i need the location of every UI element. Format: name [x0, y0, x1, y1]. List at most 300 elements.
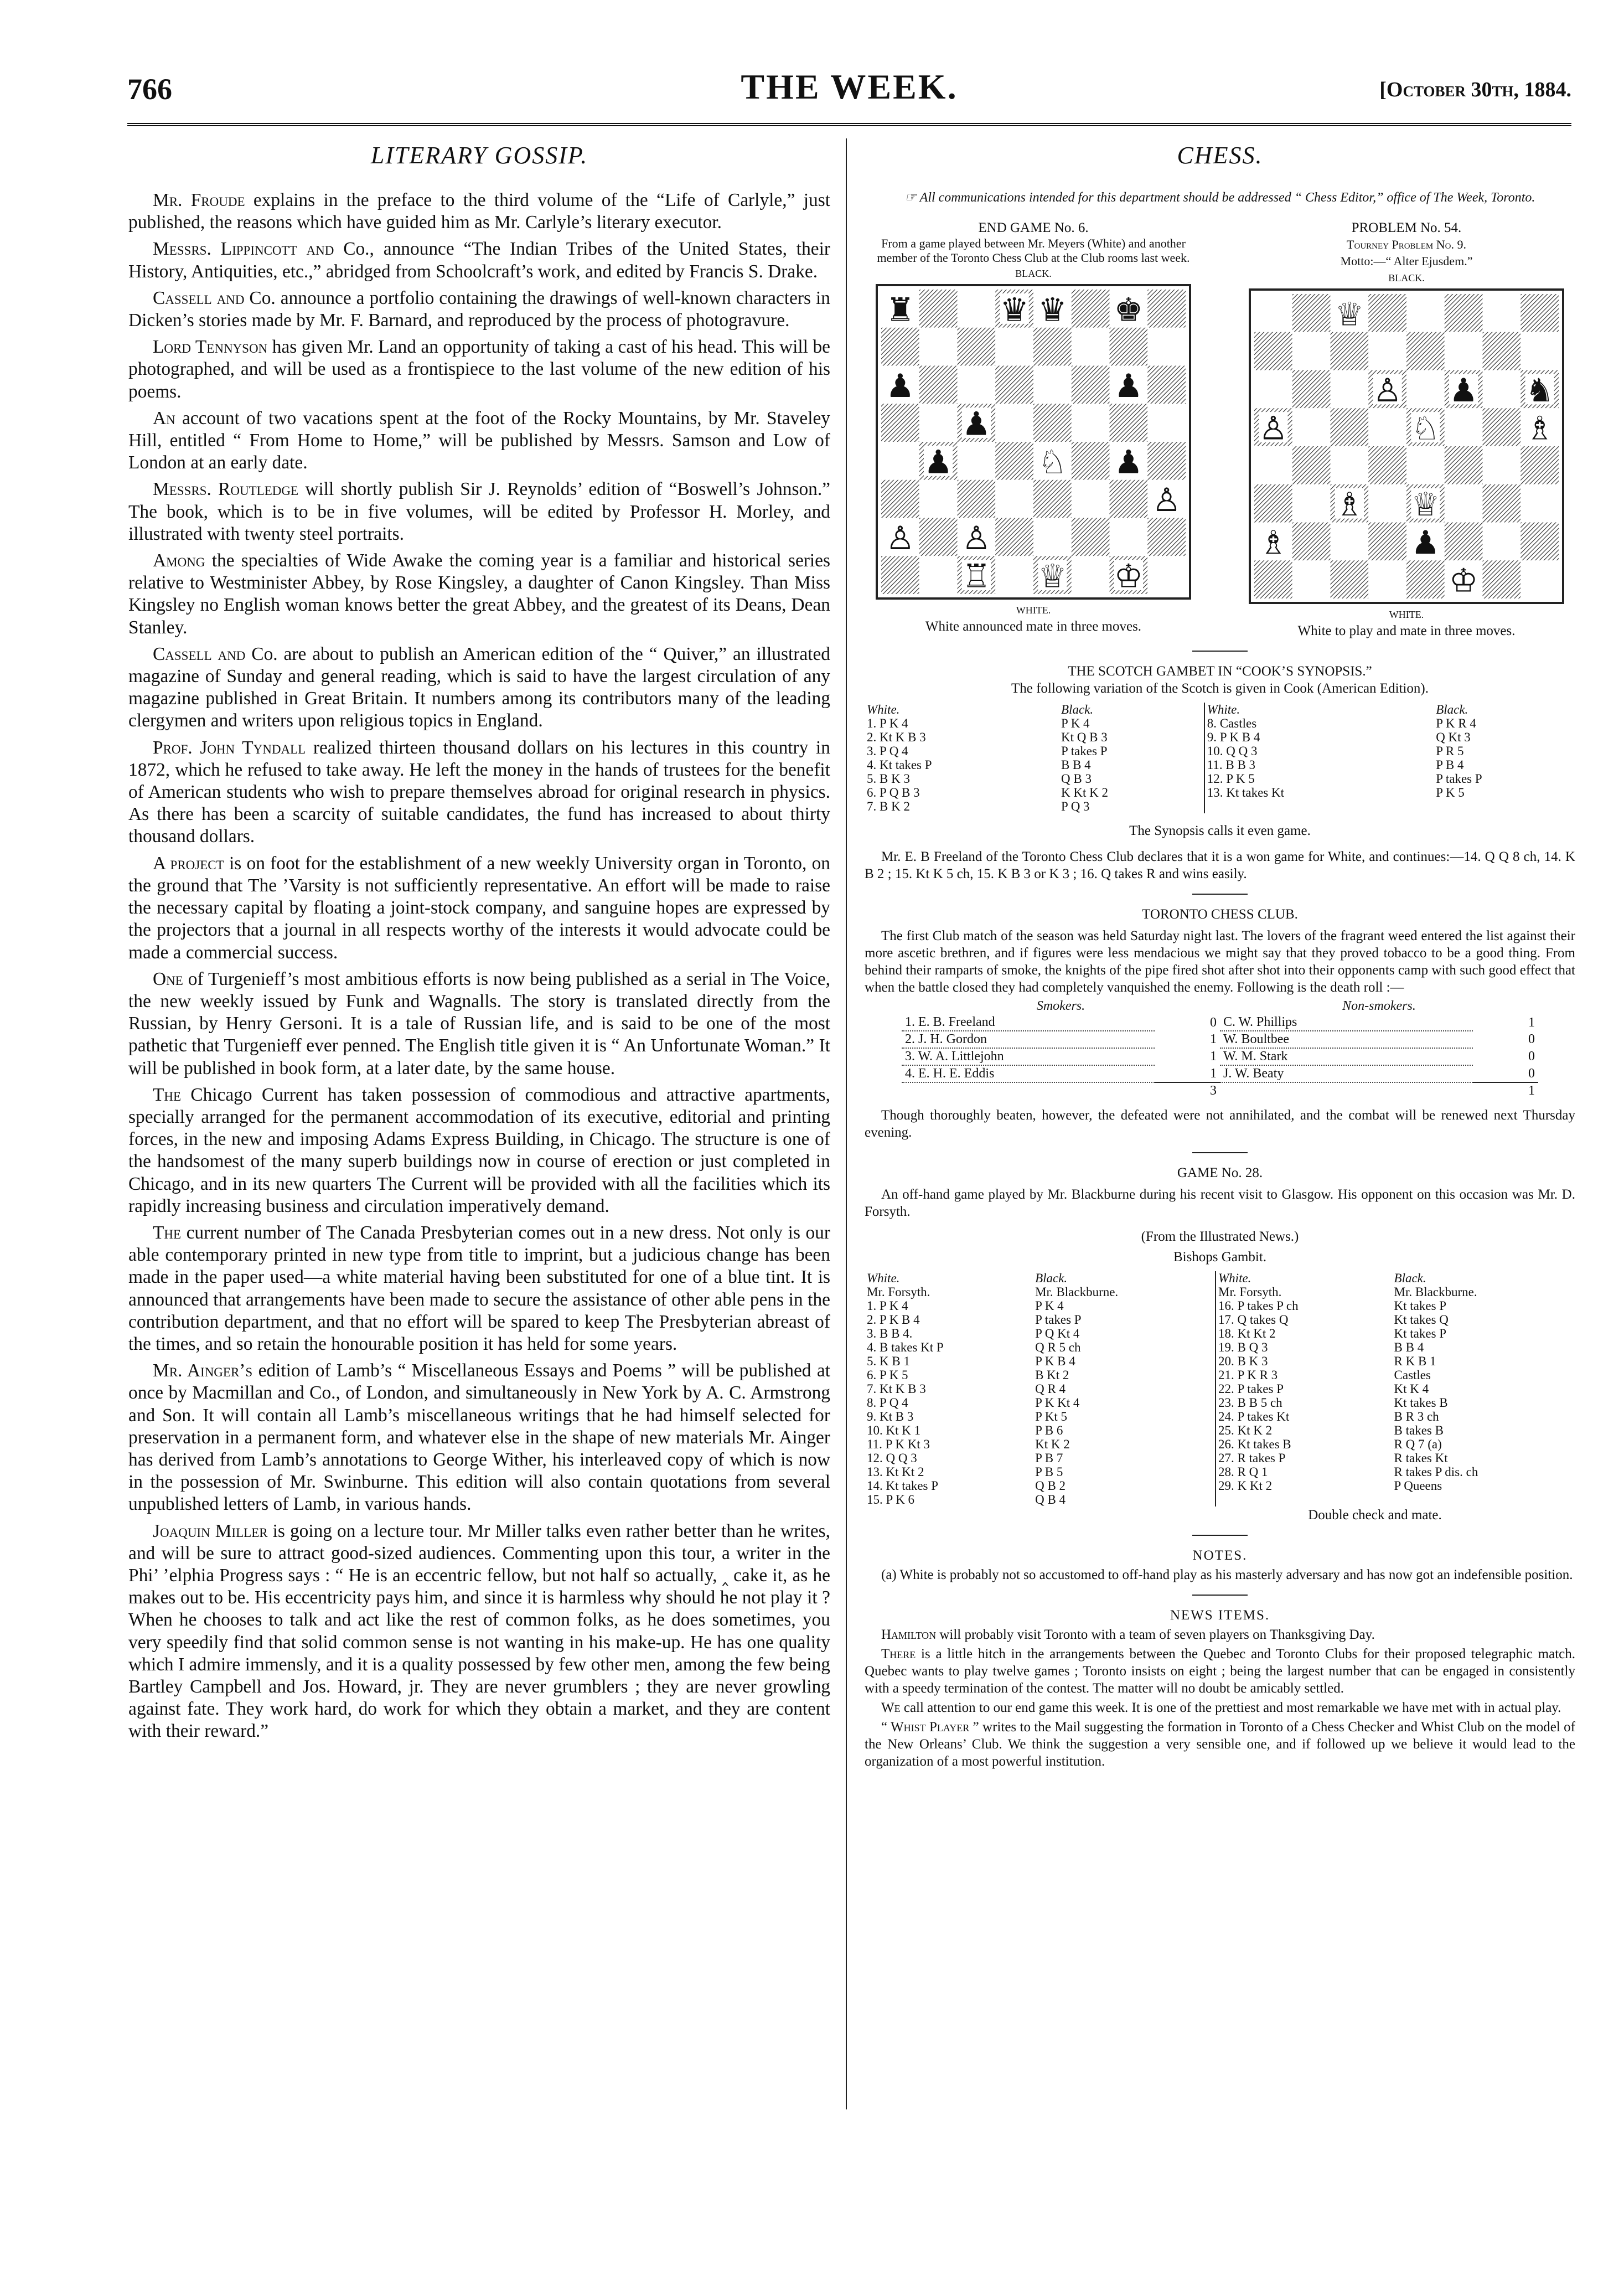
move-row [865, 1451, 1575, 1465]
move-cell: Castles [1394, 1368, 1431, 1382]
paragraph-text: Co., announce “The Indian Tribes of the United States, their History, Antiquities, etc.,” abridged from Schoolcraft’s work, and edited by Francis S. Drake. [128, 239, 830, 282]
chess-piece [1449, 372, 1478, 409]
board-square [1072, 404, 1110, 442]
board-square [1110, 404, 1148, 442]
paragraph-lead: The [153, 1084, 182, 1105]
problem-sub: Tourney Problem No. 9. [1347, 238, 1466, 251]
move-cell: 10. Q Q 3 [1204, 744, 1434, 758]
board-square [881, 442, 919, 480]
chess-piece [1152, 481, 1181, 519]
move-cell: P K R 4 [1436, 716, 1476, 730]
gossip-paragraph [128, 1520, 830, 1743]
chess-piece [886, 367, 914, 405]
table-header-row [865, 1271, 1575, 1285]
move-cell: Q B 3 [1061, 772, 1092, 786]
move-cell: Kt Q B 3 [1061, 730, 1108, 744]
move-cell: B B 4 [1394, 1340, 1424, 1354]
board-square [1445, 332, 1483, 370]
board-square [1147, 328, 1186, 366]
board-square [1368, 332, 1406, 370]
result-cell: 0 [1528, 1049, 1535, 1064]
move-row [865, 1493, 1575, 1506]
chess-piece [1411, 410, 1440, 447]
board-square [958, 290, 996, 328]
board-square [1033, 366, 1072, 404]
board-square [1292, 523, 1331, 561]
board-square [1520, 332, 1559, 370]
totals-row [902, 1082, 1538, 1099]
scotch-intro: The following variation of the Scotch is given in Cook (American Edition). [1011, 681, 1429, 696]
move-cell: 1. P K 4 [867, 716, 908, 730]
game-source: (From the Illustrated News.) [1141, 1229, 1299, 1244]
divider [1192, 651, 1248, 652]
move-cell: 11. P K Kt 3 [867, 1437, 930, 1451]
gossip-paragraph [128, 1084, 830, 1217]
board-square [1254, 294, 1292, 332]
game-end: Double check and mate. [1308, 1508, 1442, 1523]
chess-piece [1373, 372, 1401, 409]
board-square [1520, 446, 1559, 484]
move-row [865, 744, 1575, 758]
board-square [1483, 408, 1521, 446]
column-header: White. [1216, 1271, 1392, 1285]
move-cell: 25. Kt K 2 [1216, 1423, 1392, 1437]
move-cell: 12. Q Q 3 [867, 1451, 917, 1465]
board-square [1445, 408, 1483, 446]
move-cell: 5. B K 3 [867, 772, 910, 786]
result-row [902, 1048, 1538, 1065]
move-cell: R takes P dis. ch [1394, 1465, 1478, 1479]
chess-board [1249, 288, 1564, 604]
chess-piece [1259, 410, 1287, 447]
news-text: will probably visit Toronto with a team of seven players on Thanksgiving Day. [936, 1627, 1375, 1642]
board-square [1331, 560, 1369, 598]
game-opening: Bishops Gambit. [1173, 1250, 1267, 1265]
move-cell: 28. R Q 1 [1216, 1465, 1392, 1479]
board-square [919, 290, 958, 328]
move-cell: Q R 4 [1035, 1382, 1066, 1396]
chess-heading: CHESS. [1177, 142, 1263, 169]
board-square [1445, 523, 1483, 561]
move-row [865, 1299, 1575, 1313]
move-cell: 9. Kt B 3 [867, 1410, 914, 1423]
move-cell: 19. B Q 3 [1216, 1340, 1392, 1354]
column-header: Black. [1436, 703, 1468, 716]
board-square [919, 366, 958, 404]
move-cell: P B 4 [1436, 758, 1464, 772]
board-svg [1254, 294, 1559, 598]
move-cell: P B 5 [1035, 1465, 1063, 1479]
board-square [1331, 370, 1369, 409]
board-square [1147, 366, 1186, 404]
result-cell: 3. W. A. Littlejohn [902, 1048, 1155, 1065]
board-square [1520, 523, 1559, 561]
move-cell: P B 7 [1035, 1451, 1063, 1465]
club-results-table [902, 998, 1538, 1099]
club-text: The first Club match of the season was held Saturday night last. The lovers of the fragrant weed entered the list against their more ascetic brethren, and if figures were less mendacious we might say that they proved tobacco to be a good thing. From behind their ramparts of smoke, the knights of the pipe fired shot after shot into their opponents camp with such good effect that when the battle closed they had completely vanquished the enemy. Following is the death roll :— [865, 928, 1575, 995]
news-item [865, 1699, 1575, 1716]
board-square [958, 328, 996, 366]
gossip-paragraph [128, 550, 830, 639]
board-square [1331, 408, 1369, 446]
chess-piece [962, 558, 991, 594]
board-square [1406, 560, 1445, 598]
paragraph-text: Co. announce a portfolio containing the drawings of well-known characters in Dicken’s stories made by Mr. F. Barnard, and reproduced by the process of photogravure. [128, 287, 830, 331]
move-cell: 1. P K 4 [867, 1299, 908, 1313]
endgame-caption: White announced mate in three moves. [925, 619, 1142, 634]
board-square [1072, 442, 1110, 480]
move-cell: R Q 7 (a) [1394, 1437, 1442, 1451]
board-square [1331, 446, 1369, 484]
news-item [865, 1626, 1575, 1643]
chess-piece [1114, 443, 1143, 481]
chess-piece [1259, 524, 1287, 561]
masthead-title: THE WEEK. [741, 67, 958, 106]
move-row [865, 786, 1575, 799]
column-header: White. [867, 703, 900, 716]
move-row [865, 772, 1575, 786]
move-cell [1392, 1493, 1575, 1506]
gossip-paragraph [128, 968, 830, 1080]
move-cell: R takes Kt [1394, 1451, 1448, 1465]
board-square [958, 442, 996, 480]
news-lead: Hamilton [881, 1627, 937, 1642]
divider [1192, 894, 1248, 895]
board-square [995, 366, 1033, 404]
move-cell: 14. Kt takes P [867, 1479, 939, 1493]
move-cell: B R 3 ch [1394, 1410, 1439, 1423]
gossip-paragraph [128, 853, 830, 964]
move-cell: Kt K 4 [1394, 1382, 1429, 1396]
issue-date: [October 30th, 1884. [1379, 78, 1571, 101]
total-cell [1220, 1082, 1473, 1099]
result-cell: 1 [1209, 1066, 1217, 1081]
board-square [995, 480, 1033, 518]
result-row [902, 1065, 1538, 1082]
move-cell [1434, 799, 1575, 813]
move-cell: P K 4 [1035, 1299, 1064, 1313]
move-cell: Q Kt 3 [1436, 730, 1471, 744]
news-text: writes to the Mail suggesting the formation in Toronto of a Chess Checker and Whist Club on the model of the New Orleans’ Club. We think the suggestion a very sensible one, and if followed up we believe it would lead to the organization of a most powerful institution. [865, 1720, 1575, 1769]
board-square [1110, 480, 1148, 518]
move-cell: 26. Kt takes B [1216, 1437, 1392, 1451]
chess-piece [962, 405, 991, 443]
move-cell: 16. P takes P ch [1216, 1299, 1392, 1313]
board-square [1110, 328, 1148, 366]
board-square [1483, 370, 1521, 409]
chess-piece [1335, 295, 1364, 333]
paragraph-text: Co. are about to publish an American edition of the “ Quiver,” an illustrated magazine of Sunday and general reading, which is said to have the largest circulation of any magazine published in Great Britain. It numbers among its contributors many of the leading clergymen and writers upon religious topics in England. [128, 643, 830, 731]
news-text: is a little hitch in the arrangements between the Quebec and Toronto Clubs for their proposed telegraphic match. Quebec wants to play twelve games ; Toronto insists on eight ; being the largest number that can be engaged in consistently with a speedy termination of the contest. The matter will no doubt be amicably settled. [865, 1647, 1575, 1696]
board-square [1072, 480, 1110, 518]
result-cell: 1 [1209, 1049, 1217, 1064]
news-lead: We [881, 1700, 901, 1715]
problem-title: PROBLEM No. 54. [1351, 220, 1462, 235]
chess-piece [962, 519, 991, 557]
move-cell: P Q 3 [1061, 799, 1090, 813]
move-cell: B takes B [1394, 1423, 1444, 1437]
news-item [865, 1645, 1575, 1697]
news-text: call attention to our end game this week. It is one of the prettiest and most remarkable we have met with in actual play. [900, 1700, 1561, 1715]
gossip-paragraph [128, 189, 830, 234]
move-cell: Kt takes P [1394, 1327, 1447, 1340]
board-square [919, 480, 958, 518]
non-smokers-label: Non-smokers. [1342, 999, 1416, 1013]
white-label: WHITE. [1389, 609, 1424, 620]
board-square [995, 328, 1033, 366]
paragraph-text: Chicago Current has taken possession of commodious and attractive apartments, specially arranged for the permanent accommodation of its executive, editorial and printing forces, in the new and imposing Adams Express Building, in Chicago. The structure is one of the handsomest of the many superb buildings now in course of erection or just completed in Chicago, and in its new quarters The Current will be provided with all the facilities which its rapidly increasing business and circulation imperatively demand. [128, 1084, 830, 1216]
section-heading: LITERARY GOSSIP. [370, 142, 588, 169]
move-cell: 9. P K B 4 [1204, 730, 1434, 744]
board-square [1147, 290, 1186, 328]
move-row [865, 1382, 1575, 1396]
result-cell: 1 [1528, 1015, 1535, 1030]
notes-title: NOTES. [1192, 1548, 1248, 1563]
header-rule [127, 123, 1571, 130]
move-row [865, 1368, 1575, 1382]
result-cell: 0 [1528, 1066, 1535, 1081]
move-row [865, 1327, 1575, 1340]
board-square [1368, 446, 1406, 484]
result-cell: 4. E. H. E. Eddis [902, 1065, 1155, 1082]
endgame-diagram [865, 220, 1202, 639]
board-square [1254, 560, 1292, 598]
result-cell: 0 [1209, 1015, 1217, 1030]
move-cell: B B 4 [1061, 758, 1091, 772]
board-square [1033, 518, 1072, 556]
move-cell: 4. B takes Kt P [867, 1340, 944, 1354]
board-square [1483, 484, 1521, 523]
move-cell [1216, 1493, 1392, 1506]
column-header: White. [867, 1271, 900, 1285]
board-square [1445, 294, 1483, 332]
move-cell: 18. Kt Kt 2 [1216, 1327, 1392, 1340]
move-cell: 7. Kt K B 3 [867, 1382, 926, 1396]
result-cell: 1. E. B. Freeland [902, 1014, 1155, 1031]
board-square [1147, 518, 1186, 556]
move-cell: 6. P Q B 3 [867, 786, 920, 799]
news-items [865, 1626, 1575, 1770]
paragraph-text: realized thirteen thousand dollars on his lectures in this country in 1872, which he refused to take away. He left the money in the hands of trustees for the benefit of American students who wish to prepare themselves abroad for original research in physics. As there has been a scarcity of suitable candidates, the fund has increased to about thirty thousand dollars. [128, 737, 830, 847]
board-square [1072, 518, 1110, 556]
move-cell: 2. Kt K B 3 [867, 730, 926, 744]
board-square [1147, 404, 1186, 442]
board-square [958, 366, 996, 404]
gossip-paragraph [128, 407, 830, 474]
move-row [865, 1423, 1575, 1437]
move-cell: 11. B B 3 [1204, 758, 1434, 772]
chess-piece [1114, 367, 1143, 405]
board-square [881, 480, 919, 518]
board-square [1254, 446, 1292, 484]
game-moves-table [865, 1271, 1575, 1506]
move-cell: Kt takes P [1394, 1299, 1447, 1313]
board-square [1033, 480, 1072, 518]
move-cell: 3. P Q 4 [867, 744, 908, 758]
move-row [865, 1354, 1575, 1368]
move-cell: Kt K 2 [1035, 1437, 1070, 1451]
paragraph-text: the specialties of Wide Awake the coming year is a familiar and historical series relative to Westminister Abbey, by Rose Kingsley, a daughter of Canon Kingsley. Than Miss Kingsley no English woman knows better the great Abbey, and the greatest of its Deans, Dean Stanley. [128, 550, 830, 638]
paragraph-text: explains in the preface to the third volume of the “Life of Carlyle,” just published, the reasons which have guided him as Mr. Carlyle’s literary executor. [128, 190, 830, 233]
paragraph-lead: Lord Tennyson [153, 337, 268, 358]
board-square [1033, 404, 1072, 442]
board-square [881, 556, 919, 594]
chess-piece [1038, 558, 1067, 594]
move-cell: 8. Castles [1204, 716, 1434, 730]
paragraph-text: edition of Lamb’s “ Miscellaneous Essays and Poems ” will be published at once by Macmillan and Co., of London, and simultaneously in New York by A. C. Armstrong and Son. It will contain all Lamb’s miscellaneous writings that he had himself selected for preservation in a permanent form, and whatever else in the shape of new materials Mr. Ainger has derived from Lamb’s annotations to George Wither, his interleaved copy of which is now in the possession of Mr. Swinburne. This edition will also contain quotations from several unpublished letters of Lamb, in various hands. [128, 1360, 830, 1515]
board-square [1406, 294, 1445, 332]
player-name: Mr. Blackburne. [1394, 1285, 1477, 1299]
move-cell: 20. B K 3 [1216, 1354, 1392, 1368]
paragraph-lead: An [153, 407, 175, 429]
gossip-paragraph [128, 238, 830, 282]
move-cell: 2. P K B 4 [867, 1313, 920, 1327]
scotch-after: The Synopsis calls it even game. [1129, 823, 1311, 838]
board-square [1368, 294, 1406, 332]
chess-piece [1411, 524, 1440, 561]
move-cell: 3. B B 4. [867, 1327, 913, 1340]
paragraph-text: is on foot for the establishment of a new weekly University organ in Toronto, on the ground that The ’Varsity is not sufficiently representative. An effort will be made to raise the necessary capital by floating a joint-stock company, and sanguine hopes are expressed by the projectors that a journal in all respects worthy of the interests it would advocate could be made a commercial success. [128, 853, 830, 963]
board-square [1406, 446, 1445, 484]
column-header: White. [1204, 703, 1434, 716]
gossip-paragraph [128, 287, 830, 332]
move-cell: 23. B B 5 ch [1216, 1396, 1392, 1410]
board-square [1406, 370, 1445, 409]
move-row [865, 758, 1575, 772]
chess-piece [1000, 291, 1028, 328]
game-intro: An off-hand game played by Mr. Blackburne during his recent visit to Glasgow. His opponent on this occasion was Mr. D. Forsyth. [865, 1187, 1575, 1219]
board-square [1254, 332, 1292, 370]
white-label: WHITE. [1016, 605, 1051, 616]
black-label: BLACK. [1015, 268, 1052, 279]
endgame-title: END GAME No. 6. [978, 220, 1089, 235]
move-cell: 17. Q takes Q [1216, 1313, 1392, 1327]
news-item [865, 1719, 1575, 1770]
board-square [1147, 556, 1186, 594]
move-cell: Kt takes Q [1394, 1313, 1449, 1327]
column-header: Black. [1035, 1271, 1068, 1285]
board-square [1292, 332, 1331, 370]
board-square [1368, 484, 1406, 523]
chess-column [865, 141, 1575, 1772]
board-square [1368, 523, 1406, 561]
total-cell: 3 [1155, 1082, 1220, 1099]
paragraph-lead: Messrs. Lippincott and [153, 239, 334, 260]
board-square [1483, 560, 1521, 598]
move-cell: 5. K B 1 [867, 1354, 910, 1368]
divider [1192, 1152, 1248, 1153]
move-cell: P takes P [1035, 1313, 1082, 1327]
move-row [865, 1313, 1575, 1327]
move-cell: 24. P takes Kt [1216, 1410, 1392, 1423]
board-square [1406, 332, 1445, 370]
move-row [865, 730, 1575, 744]
move-cell: P K Kt 4 [1035, 1396, 1080, 1410]
move-row [865, 799, 1575, 813]
paragraph-lead: Prof. John Tyndall [153, 737, 306, 758]
chess-piece [1525, 372, 1554, 409]
move-cell: 21. P K R 3 [1216, 1368, 1392, 1382]
move-cell: Q B 4 [1035, 1493, 1066, 1506]
page-number: 766 [127, 73, 172, 106]
total-cell [902, 1082, 1155, 1099]
chess-piece [924, 443, 953, 481]
result-cell: 1 [1209, 1032, 1217, 1046]
chess-board [876, 284, 1191, 600]
paragraph-text: of Turgenieff’s most ambitious efforts is now being published as a serial in The Voice, the new weekly issued by Funk and Wagnalls. The story is translated directly from the Russian, by Henry Gersoni. It is a tale of Russian life, and is said to be one of the most pathetic that Turgenieff ever penned. The English title given it is “ An Unfortunate Woman.” It will be published in book form, at a later date, by the same house. [128, 968, 830, 1079]
move-cell: 6. P K 5 [867, 1368, 908, 1382]
move-cell: P B 6 [1035, 1423, 1063, 1437]
move-row [865, 716, 1575, 730]
result-cell: W. M. Stark [1220, 1048, 1473, 1065]
move-cell: 4. Kt takes P [867, 758, 932, 772]
move-cell: 7. B K 2 [867, 799, 910, 813]
board-square [1483, 294, 1521, 332]
move-row [865, 1396, 1575, 1410]
problem-diagram [1238, 220, 1575, 639]
chess-piece [1038, 443, 1067, 481]
paragraph-text: account of two vacations spent at the foot of the Rocky Mountains, by Mr. Staveley Hill, entitled “ From Home to Home,” will be published by Messrs. Samson and Low of London at an early date. [128, 407, 830, 473]
board-square [995, 518, 1033, 556]
board-svg [881, 290, 1186, 594]
player-name: Mr. Blackburne. [1035, 1285, 1119, 1299]
news-lead: There [881, 1647, 916, 1662]
board-square [1292, 560, 1331, 598]
paragraph-text: is going on a lecture tour. Mr Miller talks even rather better than he writes, and will be sure to attract good-sized audiences. Commenting upon this tour, a writer in the Phi’ ’elphia Progress says : “ He is an eccentric fellow, but not half so actually, ‸ cake it, as he makes out to be. His eccentricity pays him, and since it is harmless why should he not play it ? When he chooses to talk and act like the rest of common folks, as he does sometimes, you very speedily find that solid common sense is not wanting in his make-up. He has one quality which I admire immensly, and it is a quality possessed by few other men, among the few being Bartley Campbell and Jos. Howard, jr. They are never grumblers ; they are never growling against fate. They work hard, do work for which they obtain a market, and they are content with their reward.” [128, 1520, 831, 1742]
move-row [865, 1340, 1575, 1354]
divider [1192, 1535, 1248, 1536]
move-cell: 13. Kt Kt 2 [867, 1465, 924, 1479]
player-name: Mr. Forsyth. [1216, 1285, 1392, 1299]
move-cell: P takes P [1061, 744, 1108, 758]
board-square [1292, 370, 1331, 409]
move-row [865, 1410, 1575, 1423]
paragraph-lead: A project [153, 853, 224, 874]
chess-notice: ☞ All communications intended for this department should be addressed “ Chess Editor,” office of The Week, Toronto. [904, 190, 1535, 205]
chess-piece [1114, 558, 1143, 594]
diagram-row [865, 220, 1575, 639]
move-row [865, 1437, 1575, 1451]
board-square [1520, 294, 1559, 332]
board-square [919, 328, 958, 366]
club-after: Though thoroughly beaten, however, the defeated were not annihilated, and the combat will be renewed next Thursday evening. [865, 1108, 1575, 1140]
board-square [1292, 446, 1331, 484]
board-square [881, 404, 919, 442]
gossip-paragraph [128, 478, 830, 545]
column-divider [846, 138, 847, 2109]
board-square [995, 442, 1033, 480]
problem-motto: Motto:—“ Alter Ejusdem.” [1340, 254, 1473, 268]
chess-piece [1038, 291, 1067, 328]
result-cell: 0 [1528, 1032, 1535, 1046]
move-cell: 15. P K 6 [867, 1493, 915, 1506]
board-square [958, 480, 996, 518]
move-cell: P Q Kt 4 [1035, 1327, 1080, 1340]
board-square [1483, 446, 1521, 484]
paragraph-lead: Cassell and [153, 643, 246, 664]
paragraph-lead: The [153, 1222, 182, 1243]
board-square [1331, 332, 1369, 370]
board-square [995, 556, 1033, 594]
column-header: Black. [1061, 703, 1094, 716]
board-square [1072, 556, 1110, 594]
board-square [1483, 523, 1521, 561]
result-cell: C. W. Phillips [1220, 1014, 1473, 1031]
board-square [1292, 408, 1331, 446]
result-cell: J. W. Beaty [1220, 1065, 1473, 1082]
board-square [1368, 408, 1406, 446]
board-square [1072, 328, 1110, 366]
